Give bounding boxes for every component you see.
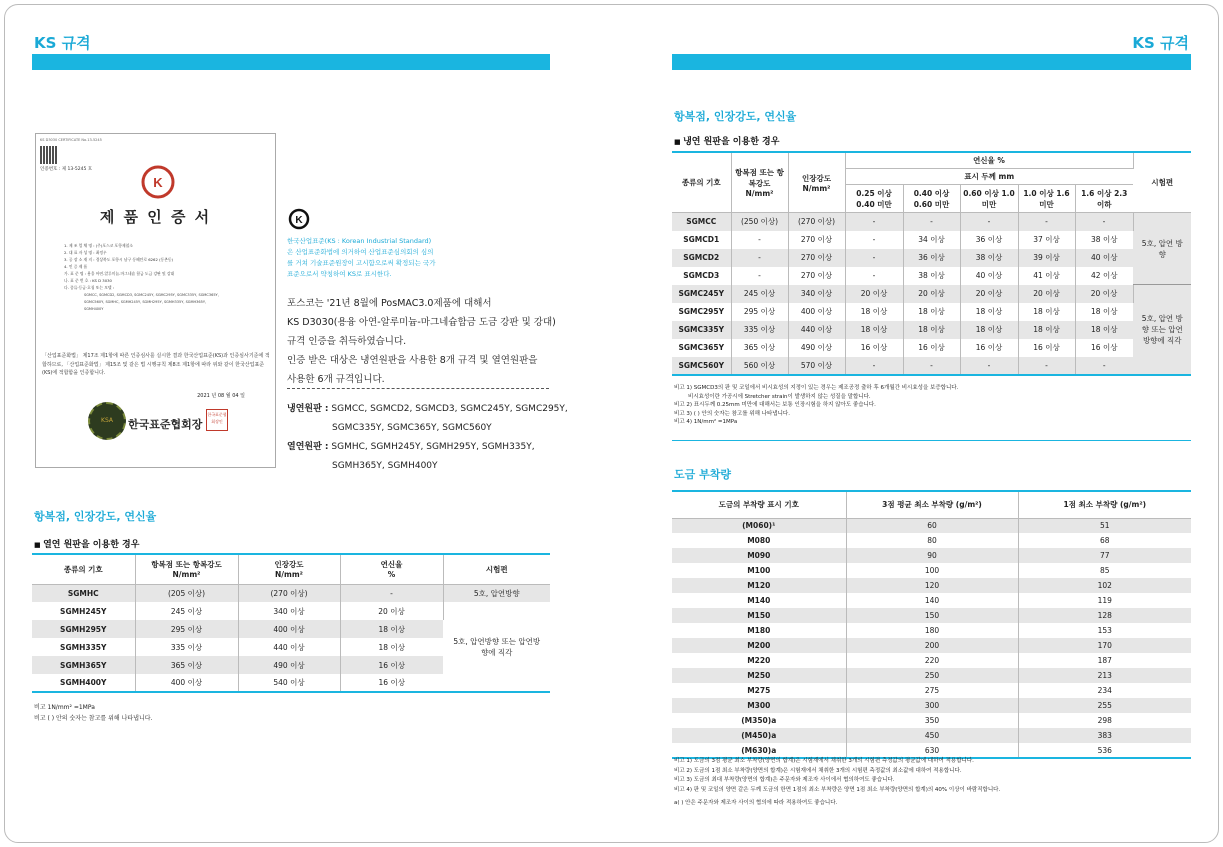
cell: - xyxy=(903,357,960,375)
cell: 36 이상 xyxy=(960,231,1018,249)
hot-rolled-table xyxy=(32,553,550,693)
cell: 536 xyxy=(1097,745,1112,755)
cell: - xyxy=(1075,357,1133,375)
cert-item: 3. 공 장 소 재 지 : 경상북도 포항시 남구 동해안로 6262 (동촌동) xyxy=(64,257,174,262)
cell: M100 xyxy=(672,563,846,578)
cell: (M060)¹ xyxy=(672,518,846,533)
col-header: 1.0 이상 1.6 미만 xyxy=(1018,185,1075,213)
col-header: 연신율 % xyxy=(340,554,443,584)
cell: 16 이상 xyxy=(1018,339,1075,357)
note: 비고 2) 표시두께 0.25mm 미만에 대해서는 보통 인장시험을 하지 않아도 좋습니다. xyxy=(674,402,876,408)
cell: 51 xyxy=(1018,518,1191,533)
table-row xyxy=(672,728,1191,743)
table-row xyxy=(672,285,1191,303)
cell: - xyxy=(1018,213,1075,231)
cell: M300 xyxy=(672,698,846,713)
cell: 340 이상 xyxy=(238,602,340,620)
right-section-title: 항복점, 인장강도, 연신율 xyxy=(674,110,797,123)
cell: SGMCD1 xyxy=(672,231,731,249)
cell: - xyxy=(845,213,903,231)
cell: 300 xyxy=(846,698,1018,713)
cell: M200 xyxy=(672,638,846,653)
cell: 5호, 압연방향 xyxy=(443,584,550,602)
cell: - xyxy=(960,357,1018,375)
cell: 20 이상 xyxy=(340,602,443,620)
cert-item: 1. 제 조 업 체 명 : (주)포스코 포항제철소 xyxy=(64,243,133,248)
cell: 187 xyxy=(1097,656,1112,665)
cell: 570 이상 xyxy=(788,357,845,375)
right-notes xyxy=(674,384,1189,427)
cell: 560 이상 xyxy=(731,357,788,375)
cell: 250 xyxy=(846,668,1018,683)
certificate-image: KS D3030 CERTIFICATE No.13-5245 인증번호 : 제 13-5245 호 K 제 품 인 증 서 1. 제 조 업 체 명 : (주)포스코 포항제철소 2. 대 표 자 성 명 : 최정우 3. 공 장 소 재 지 : 경상북도 포항시 남구 동해안로 6262 (동촌동) 4. 인 증 제 품 가. 표 준 명 : 용융 아연-알루미늄-마그네슘 합금 도금 강판 및 강대 나. 표 준 번 호 : KS D 3030 다. 종류·등급·호칭 또는 모델 : SGMCC, SGMCD2, SGMCD3, SGMC245Y, SGMC295Y, SGMC335Y, SGMC365Y, SGMC560Y, SGMHC, SGMH245Y, SGMH295Y, SGMH335Y, SGMH365Y, SGMH400Y 「산업표준화법」 제17조 제1항에 따른 인증심사를 실시한 결과 한국산업표준(KS)과 인증심사기준에 적합하므로, 「산업표준화법」 제15조 및 같은 법 시행규칙 제8조 제1항에 따라 위와 같이 한국산업표준(KS)에 적합함을 인증합니다. 2021 년 08 월 04 일 KSA 한국표준협회장 한국표준협회장인 xyxy=(35,133,276,468)
cell: 18 이상 xyxy=(1091,307,1118,316)
cell: 18 이상 xyxy=(1018,303,1075,321)
cell: 383 xyxy=(1018,728,1191,743)
cell: 18 이상 xyxy=(960,303,1018,321)
table-row xyxy=(672,743,1191,758)
cell: 41 이상 xyxy=(1018,267,1075,285)
table-row xyxy=(672,638,1191,653)
cell: - xyxy=(903,213,960,231)
cell: 128 xyxy=(1018,608,1191,623)
col-header: 인장강도 N/mm² xyxy=(238,554,340,584)
cell: 440 이상 xyxy=(788,321,845,339)
cell: 100 xyxy=(846,563,1018,578)
table-row xyxy=(672,713,1191,728)
cell: 365 이상 xyxy=(135,656,238,674)
cell: 245 이상 xyxy=(731,285,788,303)
left-note: 비고 1N/mm² =1MPa xyxy=(34,704,95,711)
cell: 234 xyxy=(1097,686,1112,695)
cell: 18 이상 xyxy=(378,642,405,652)
table-row xyxy=(672,339,1191,357)
note: 비고 1) 도금의 3점 평균 최소 부착량(양면의 합계)은 시험재에서 채취한 3개의 시험편 측정값의 평균값에 대하여 적용합니다. xyxy=(674,758,974,764)
cell: 16 이상 xyxy=(960,339,1018,357)
cell: 18 이상 xyxy=(903,321,960,339)
ksa-seal-icon: KSA xyxy=(88,402,126,440)
note: 비시효성이란 가공시에 Stretcher strain이 발생하지 않는 성질을 말합니다. xyxy=(688,393,871,400)
cell: 150 xyxy=(846,608,1018,623)
certificate-number: 인증번호 : 제 13-5245 호 xyxy=(40,167,93,172)
cert-item: 가. 표 준 명 : 용융 아연-알루미늄-마그네슘 합금 도금 강판 및 강대 xyxy=(64,271,175,276)
cell: SGMH400Y xyxy=(32,674,135,692)
table-row xyxy=(672,578,1191,593)
cold-label: 냉연원판 : xyxy=(287,404,329,414)
cell: (270 이상) xyxy=(238,584,340,602)
table-row xyxy=(672,698,1191,713)
col-header: 1.6 이상 2.3 이하 xyxy=(1075,185,1133,213)
cell: 220 xyxy=(846,653,1018,668)
cell: M275 xyxy=(672,683,846,698)
cell: M120 xyxy=(672,578,846,593)
cell: 490 이상 xyxy=(238,656,340,674)
cell: SGMC295Y xyxy=(672,303,731,321)
col-header: 도금의 부착량 표시 기호 xyxy=(672,491,846,518)
cell: 36 이상 xyxy=(903,249,960,267)
cell: 213 xyxy=(1018,668,1191,683)
cold-list xyxy=(287,400,568,476)
cell: 450 xyxy=(846,728,1018,743)
cell: 40 이상 xyxy=(960,267,1018,285)
cell: 335 이상 xyxy=(731,321,788,339)
right-page-title: KS 규격 xyxy=(1132,34,1189,52)
cell: - xyxy=(845,267,903,285)
cell: SGMC335Y xyxy=(672,321,731,339)
col-header: 항복점 또는 항복강도 N/mm² xyxy=(731,152,788,213)
cell: 400 이상 xyxy=(238,620,340,638)
intro-line: 사용한 6개 규격입니다. xyxy=(287,374,385,385)
hot-list-1: SGMHC, SGMH245Y, SGMH295Y, SGMH335Y, xyxy=(331,442,535,452)
table-row xyxy=(672,593,1191,608)
cell: SGMCD3 xyxy=(672,267,731,285)
cell: 255 xyxy=(1018,698,1191,713)
cert-item: 2. 대 표 자 성 명 : 최정우 xyxy=(64,250,107,255)
table-row xyxy=(32,602,550,620)
cell: 630 xyxy=(846,743,1018,758)
cell: M090 xyxy=(672,548,846,563)
table-row xyxy=(672,563,1191,578)
cert-models: SGMCC, SGMCD2, SGMCD3, SGMC245Y, SGMC295Y, SGMC335Y, SGMC365Y, SGMC560Y, SGMHC, SGMH245Y, SGMH295Y, SGMH335Y, SGMH365Y, SGMH400Y xyxy=(84,293,219,311)
cell: 16 이상 xyxy=(340,656,443,674)
cell: 80 xyxy=(846,533,1018,548)
cell: SGMC365Y xyxy=(672,339,731,357)
cell: 350 xyxy=(846,713,1018,728)
cell: 16 이상 xyxy=(378,678,405,687)
cell: 400 이상 xyxy=(788,303,845,321)
cell: 102 xyxy=(1018,578,1191,593)
cell: 5호, 압연 방향 또는 압연 방향에 직각 xyxy=(1133,285,1191,375)
qr-code-icon xyxy=(40,146,58,164)
left-sub-title: ■ 열연 원판을 이용한 경우 xyxy=(34,537,139,550)
cell: (250 이상) xyxy=(731,213,788,231)
table-row xyxy=(672,267,1191,285)
cold-rolled-table xyxy=(672,151,1191,376)
cell: 18 이상 xyxy=(903,303,960,321)
cell: 40 이상 xyxy=(1075,249,1133,267)
cell: (M630)a xyxy=(672,743,846,758)
cell: (M450)a xyxy=(672,728,846,743)
right-sub-title: ■ 냉연 원판을 이용한 경우 xyxy=(674,134,779,147)
cell: 77 xyxy=(1018,548,1191,563)
cell: 38 이상 xyxy=(903,267,960,285)
cell: M220 xyxy=(672,653,846,668)
cell: - xyxy=(845,357,903,375)
table-row xyxy=(672,653,1191,668)
cell: 270 이상 xyxy=(788,231,845,249)
cell: 16 이상 xyxy=(903,339,960,357)
coating-notes xyxy=(674,757,1189,809)
cell: M150 xyxy=(672,608,846,623)
table-row xyxy=(672,231,1191,249)
left-section-title: 항복점, 인장강도, 연신율 xyxy=(34,510,157,523)
cert-item: 나. 표 준 번 호 : KS D 3030 xyxy=(64,278,112,283)
cell: 335 이상 xyxy=(135,638,238,656)
cell: 18 이상 xyxy=(845,321,903,339)
table-row xyxy=(672,321,1191,339)
cell: 34 이상 xyxy=(903,231,960,249)
note: 비고 3) ( ) 안의 숫자는 참고를 위해 나타냅니다. xyxy=(674,410,790,417)
col-header: 인장강도 N/mm² xyxy=(788,152,845,213)
cell: 295 이상 xyxy=(135,620,238,638)
cell: (M350)a xyxy=(672,713,846,728)
cell: 18 이상 xyxy=(960,321,1018,339)
col-header: 종류의 기호 xyxy=(32,554,135,584)
cert-item: 4. 인 증 제 품 xyxy=(64,264,88,269)
col-header: 0.25 이상 0.40 미만 xyxy=(845,185,903,213)
cell: 16 이상 xyxy=(1091,343,1118,352)
hot-list-2: SGMH365Y, SGMH400Y xyxy=(332,461,438,471)
note: 비고 2) 도금의 1점 최소 부착량(양면의 합계)은 시험재에서 채취한 3개의 시험편 측정값의 최소값에 대하여 적용합니다. xyxy=(674,767,962,774)
cell: SGMCD2 xyxy=(672,249,731,267)
cell: SGMHC xyxy=(32,584,135,602)
left-note: 비고 ( ) 안의 숫자는 참고를 위해 나타냅니다. xyxy=(34,715,153,722)
cell: 68 xyxy=(1099,536,1110,545)
cell: 16 이상 xyxy=(845,339,903,357)
cell: 275 xyxy=(846,683,1018,698)
note: a( ) 안은 주문자와 제조자 사이의 협의에 따라 적용하여도 좋습니다. xyxy=(674,800,838,806)
cell: 18 이상 xyxy=(340,620,443,638)
cell: 245 이상 xyxy=(135,602,238,620)
cell: M080 xyxy=(672,533,846,548)
cell: - xyxy=(731,249,788,267)
table-row xyxy=(672,668,1191,683)
cell: 400 이상 xyxy=(135,674,238,692)
table-row xyxy=(672,533,1191,548)
cell: SGMH365Y xyxy=(32,656,135,674)
cell: M250 xyxy=(672,668,846,683)
svg-text:K: K xyxy=(153,175,163,190)
cell: 270 이상 xyxy=(788,249,845,267)
right-title-bar xyxy=(672,54,1191,70)
col-header: 종류의 기호 xyxy=(672,152,731,213)
cell: - xyxy=(960,213,1018,231)
cell: SGMH245Y xyxy=(32,602,135,620)
cell: SGMH335Y xyxy=(32,638,135,656)
table-row xyxy=(672,213,1191,231)
cell: 180 xyxy=(846,623,1018,638)
cell: 270 이상 xyxy=(788,267,845,285)
svg-text:K: K xyxy=(295,215,303,226)
table-row xyxy=(672,683,1191,698)
intro-paragraph xyxy=(287,294,557,389)
certificate-title: 제 품 인 증 서 xyxy=(99,208,212,226)
cell: - xyxy=(340,584,443,602)
coating-table xyxy=(672,490,1191,759)
cell: M180 xyxy=(672,623,846,638)
table-row xyxy=(672,608,1191,623)
cell: 20 이상 xyxy=(903,285,960,303)
col-header: 1점 최소 부착량 (g/m²) xyxy=(1018,491,1191,518)
cell: 18 이상 xyxy=(1018,321,1075,339)
table-row xyxy=(672,548,1191,563)
cell: 20 이상 xyxy=(1018,285,1075,303)
intro-line: 포스코는 '21년 8월에 PosMAC3.0제품에 대해서 xyxy=(287,298,492,309)
note: 비고 3) 도금의 최대 부착량(양면의 합계)은 주문자와 제조자 사이에서 협의하여도 좋습니다. xyxy=(674,777,895,783)
cell: 119 xyxy=(1097,596,1112,605)
cell: SGMH295Y xyxy=(32,620,135,638)
cell: SGMC245Y xyxy=(672,285,731,303)
cell: 440 이상 xyxy=(238,638,340,656)
table-row xyxy=(672,518,1191,533)
cell: 365 이상 xyxy=(731,339,788,357)
note: 비고 4) 1N/mm² =1MPa xyxy=(674,419,738,425)
left-page-title: KS 규격 xyxy=(34,34,91,52)
cell: 5호, 압연방향 또는 압연방향에 직각 xyxy=(453,636,541,657)
col-header: 표시 두께 mm xyxy=(845,169,1133,185)
intro-line: KS D3030(용융 아연-알루미늄-마그네슘합금 도금 강판 및 강대) xyxy=(287,317,556,328)
cert-stamp: 한국표준협회장인 xyxy=(206,409,228,431)
cell: 18 이상 xyxy=(1075,321,1133,339)
cell: 37 이상 xyxy=(1018,231,1075,249)
intro-line: 규격 인증을 취득하였습니다. xyxy=(287,336,407,347)
col-header: 0.40 이상 0.60 미만 xyxy=(903,185,960,213)
cell: 20 이상 xyxy=(845,285,903,303)
col-header: 시험편 xyxy=(1133,152,1191,213)
intro-line: 인증 받은 대상은 냉연원판을 사용한 8개 규격 및 열연원판을 xyxy=(287,355,538,366)
col-header: 항복점 또는 항복강도 N/mm² xyxy=(135,554,238,584)
cell: 60 xyxy=(846,518,1018,533)
col-header: 연신율 % xyxy=(845,152,1133,169)
cell: 200 xyxy=(846,638,1018,653)
cert-statement: 「산업표준화법」 제17조 제1항에 따른 인증심사를 실시한 결과 한국산업표준(KS)과 인증심사기준에 적합하므로, 「산업표준화법」 제15조 및 같은 법 시행규칙 제8조 제1항에 따라 위와 같이 한국산업표준(KS)에 적합함을 인증합니다. xyxy=(42,353,270,376)
col-header: 3점 평균 최소 부착량 (g/m²) xyxy=(846,491,1018,518)
cell: - xyxy=(731,267,788,285)
cell: 20 이상 xyxy=(960,285,1018,303)
cold-list-1: SGMCC, SGMCD2, SGMCD3, SGMC245Y, SGMC295Y, xyxy=(331,404,568,414)
cell: 540 이상 xyxy=(238,674,340,692)
cell: 140 xyxy=(846,593,1018,608)
cell: 42 이상 xyxy=(1091,271,1118,280)
note: 비고 1) SGMCD3의 판 및 코일에서 비시효성의 지정이 있는 경우는 제조공정 출하 후 6개월간 비시효성을 보증합니다. xyxy=(674,385,959,391)
cell: SGMCC xyxy=(672,213,731,231)
intro-divider xyxy=(287,388,549,389)
ks-description: 한국산업표준(KS : Korean Industrial Standard)은 산업표준화법에 의거하여 산업표준심의회의 심의를 거쳐 기술표준원장이 고시함으로써 확정되는 국가표준으로서 약칭하여 KS로 표시한다. xyxy=(287,237,436,278)
cell: 20 이상 xyxy=(1075,285,1133,303)
table-row xyxy=(32,584,550,602)
table-row xyxy=(672,357,1191,375)
cell: 38 이상 xyxy=(1091,235,1118,244)
cell: 340 이상 xyxy=(788,285,845,303)
cert-date: 2021 년 08 월 04 일 xyxy=(197,393,245,399)
cell: (205 이상) xyxy=(135,584,238,602)
cert-issuer: 한국표준협회장 xyxy=(128,418,203,431)
cell: (270 이상) xyxy=(788,213,845,231)
cell: 18 이상 xyxy=(845,303,903,321)
table-row xyxy=(672,623,1191,638)
cell: 39 이상 xyxy=(1018,249,1075,267)
col-header: 시험편 xyxy=(443,554,550,584)
cell: 85 xyxy=(1099,566,1110,575)
note: 비고 4) 판 및 코일의 양면 같은 두께 도금의 한면 1점의 최소 부착량은 양면 1점 최소 부착량(양면의 합계)의 40% 이상이 바람직합니다. xyxy=(674,786,1001,793)
hot-label: 열연원판 : xyxy=(287,442,329,452)
col-header: 0.60 이상 1.0 미만 xyxy=(960,185,1018,213)
notes-divider xyxy=(672,440,1191,441)
ks-mark-icon xyxy=(287,207,315,231)
cert-item: 다. 종류·등급·호칭 또는 모델 : xyxy=(64,285,115,290)
left-title-bar xyxy=(32,54,550,70)
cell: - xyxy=(845,231,903,249)
cold-list-2: SGMC335Y, SGMC365Y, SGMC560Y xyxy=(332,423,492,433)
cell: 38 이상 xyxy=(960,249,1018,267)
cell: - xyxy=(731,231,788,249)
cell: 5호, 압연 방향 xyxy=(1133,213,1191,285)
cell: M140 xyxy=(672,593,846,608)
table-row xyxy=(672,249,1191,267)
cell: 490 이상 xyxy=(788,339,845,357)
cell: 90 xyxy=(846,548,1018,563)
cell: 295 이상 xyxy=(731,303,788,321)
cell: SGMC560Y xyxy=(672,357,731,375)
cell: 153 xyxy=(1097,626,1112,635)
cell: 170 xyxy=(1018,638,1191,653)
coating-title: 도금 부착량 xyxy=(674,468,731,481)
table-row xyxy=(672,303,1191,321)
ks-logo-icon xyxy=(138,164,178,200)
cell: - xyxy=(1075,213,1133,231)
cell: - xyxy=(845,249,903,267)
cell: - xyxy=(1018,357,1075,375)
cell: 120 xyxy=(846,578,1018,593)
cell: 298 xyxy=(1097,716,1112,725)
